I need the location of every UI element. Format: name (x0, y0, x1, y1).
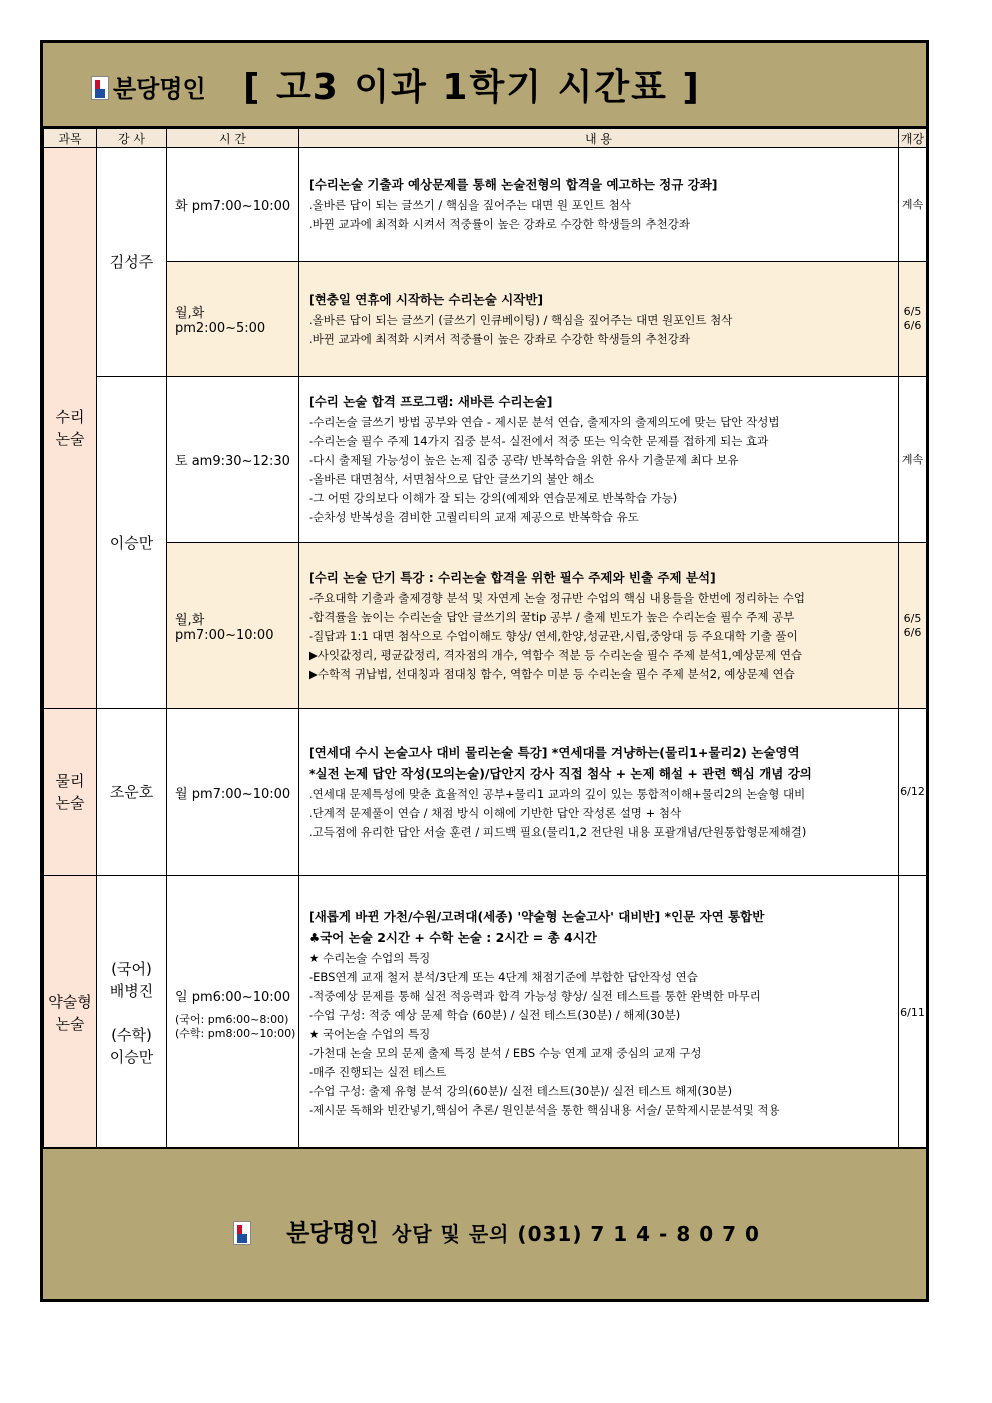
table-row (44, 262, 927, 377)
schedule-table (43, 128, 927, 1151)
academy-logo-icon (91, 76, 109, 100)
footer-brand: 분당명인 (286, 1219, 379, 1247)
class-line: ★ 국어논술 수업의 특징 (309, 1026, 431, 1041)
opening-cell (899, 262, 927, 377)
class-line: ★ 수리논술 수업의 특징 (309, 950, 431, 965)
class-line: -제시문 독해와 빈칸넣기,핵심어 추론/ 원인분석을 통한 핵심내용 서술/ 문학제시문분석및 적용 (309, 1102, 780, 1117)
class-line: -수리논술 필수 주제 14가지 집중 분석- 실전에서 적중 또는 익숙한 문제를 접하게 되는 효과 (309, 434, 769, 448)
academy-logo-icon (233, 1221, 251, 1245)
class-line: -순차성 반복성을 겸비한 고퀄리티의 교재 제공으로 반복학습 유도 (309, 510, 639, 524)
class-line: -합격률을 높이는 수리논술 답안 글쓰기의 꿀tip 공부 / 출제 빈도가 높은 수리논술 필수 주제 공부 (309, 609, 795, 624)
class-line: .올바른 답이 되는 글쓰기 (글쓰기 인큐베이팅) / 핵심을 짚어주는 대면 원포인트 첨삭 (309, 312, 733, 327)
content-cell (299, 709, 899, 876)
time-cell: 월 pm7:00~10:00 (167, 709, 299, 876)
teacher-name: 김성주 (109, 253, 154, 271)
opening-cell: 계속 (899, 148, 927, 262)
subject-cell (44, 876, 97, 1151)
teacher-cell (97, 709, 167, 876)
time-cell: 월,화pm7:00~10:00 (167, 543, 299, 709)
column-header-opening: 개강 (899, 129, 927, 148)
content-cell (299, 543, 899, 709)
header-banner (43, 43, 926, 128)
content-cell (299, 876, 899, 1151)
class-line: .바뀐 교과에 최적화 시켜서 적중률이 높은 강좌로 수강한 학생들의 추천강좌 (309, 217, 690, 231)
class-line: .바뀐 교과에 최적화 시켜서 적중률이 높은 강좌로 수강한 학생들의 추천강좌 (309, 331, 690, 346)
class-line: -수리논술 글쓰기 방법 공부와 연습 - 제시문 분석 연습, 출제자의 출제의도에 맞는 답안 작성법 (309, 415, 780, 429)
table-row (44, 377, 927, 543)
content-cell (299, 377, 899, 543)
time-cell: 화 pm7:00~10:00 (167, 148, 299, 262)
column-header-subject: 과목 (44, 129, 97, 148)
subject-label: 물리 논술 (55, 772, 85, 812)
class-subheading: ♣국어 논술 2시간 + 수학 논술 : 2시간 = 총 4시간 (309, 929, 597, 945)
class-line: -다시 출제될 가능성이 높은 논제 집중 공략/ 반복학습을 위한 유사 기출문제 최다 보유 (309, 453, 739, 467)
table-row (44, 148, 927, 262)
class-line: -그 어떤 강의보다 이해가 잘 되는 강의(예제와 연습문제로 반복학습 가능) (309, 491, 678, 505)
class-line: -EBS연계 교재 철저 분석/3단계 또는 4단계 채점기준에 부합한 답안작성 연습 (309, 969, 698, 984)
column-header-content: 내 용 (299, 129, 899, 148)
class-line: .올바른 답이 되는 글쓰기 / 핵심을 짚어주는 대면 원 포인트 첨삭 (309, 198, 631, 212)
class-subheading: *실전 논제 답안 작성(모의논술)/답안지 강사 직접 첨삭 + 논제 해설 + 관련 핵심 개념 강의 (309, 765, 812, 781)
class-line: -수업 구성: 적중 예상 문제 학습 (60분) / 실전 테스트(30분) / 해제(30분) (309, 1007, 681, 1022)
table-row (44, 543, 927, 709)
teacher-cell (97, 876, 167, 1151)
table-row (44, 709, 927, 876)
class-heading: [수리논술 기출과 예상문제를 통해 논술전형의 합격을 예고하는 정규 강좌] (309, 177, 718, 192)
subject-label: 수리 논술 (55, 408, 85, 448)
teacher-name: 조운호 (109, 783, 154, 801)
subject-label: 약술형 논술 (48, 993, 92, 1033)
time-cell: 토 am9:30~12:30 (167, 377, 299, 543)
time-detail: (국어: pm6:00~8:00) (수학: pm8:00~10:00) (175, 1012, 296, 1040)
class-line: -적중예상 문제를 통해 실전 적응력과 합격 가능성 향상/ 실전 테스트를 통한 완벽한 마무리 (309, 988, 761, 1003)
time-main: 일 pm6:00~10:00 (175, 989, 291, 1005)
class-heading: [연세대 수시 논술고사 대비 물리논술 특강] *연세대를 겨냥하는(물리1+물리2) 논술영역 (309, 744, 800, 760)
class-heading: [현충일 연휴에 시작하는 수리논술 시작반] (309, 291, 544, 307)
column-header-time: 시 간 (167, 129, 299, 148)
opening-cell (899, 543, 927, 709)
class-line: -주요대학 기출과 출제경향 분석 및 자연계 논술 정규반 수업의 핵심 내용들을 한번에 정리하는 수업 (309, 590, 806, 605)
footer-banner (43, 1147, 926, 1299)
class-line: -질답과 1:1 대면 첨삭으로 수업이해도 향상/ 연세,한양,성균관,시립,중앙대 등 주요대학 기출 풀이 (309, 628, 798, 643)
class-line: -올바른 대면첨삭, 서면첨삭으로 답안 글쓰기의 불안 해소 (309, 472, 595, 486)
class-line: .고득점에 유리한 답안 서술 훈련 / 피드백 필요(물리1,2 전단원 내용 포괄개념/단원통합형문제해결) (309, 824, 807, 839)
class-heading: [새롭게 바뀐 가천/수원/고려대(세종) '약술형 논술고사' 대비반] *인문 자연 통합반 (309, 908, 765, 924)
page-title: [ 고3 이과 1학기 시간표 ] (243, 67, 701, 108)
subject-cell (44, 148, 97, 709)
class-line: -수업 구성: 출제 유형 분석 강의(60분)/ 실전 테스트(30분)/ 실전 테스트 해제(30분) (309, 1083, 733, 1098)
class-heading: [수리 논술 단기 특강 : 수리논술 합격을 위한 필수 주제와 빈출 주제 분석] (309, 569, 716, 585)
opening-cell: 계속 (899, 377, 927, 543)
class-line: .단계적 문제풀이 연습 / 채점 방식 이해에 기반한 답안 작성론 설명 + 첨삭 (309, 805, 682, 820)
opening-date: 6/5 6/6 (903, 611, 922, 639)
class-line: ▶수학적 귀납법, 선대칭과 점대칭 함수, 역함수 미분 등 수리논술 필수 주제 분석2, 예상문제 연습 (309, 666, 795, 681)
header-brand: 분당명인 (113, 75, 206, 103)
class-line: ▶사잇값정리, 평균값정리, 격자점의 개수, 역함수 적분 등 수리논술 필수 주제 분석1,예상문제 연습 (309, 647, 803, 662)
teacher-cell (97, 148, 167, 377)
class-line: -매주 진행되는 실전 테스트 (309, 1064, 447, 1079)
class-line: .연세대 문제특성에 맞춘 효율적인 공부+물리1 교과의 깊이 있는 통합적이해+물리2의 논술형 대비 (309, 786, 806, 801)
table-header-row (44, 129, 927, 148)
content-cell (299, 262, 899, 377)
content-cell (299, 148, 899, 262)
footer-contact-block (233, 1213, 760, 1248)
teacher-name: (국어) 배병진 (수학) 이승만 (109, 960, 154, 1066)
teacher-cell (97, 377, 167, 709)
opening-date: 6/5 6/6 (903, 305, 922, 332)
opening-cell: 6/12 (899, 709, 927, 876)
footer-contact: 상담 및 문의 (031) 7 1 4 - 8 0 7 0 (391, 1222, 760, 1246)
teacher-name: 이승만 (109, 533, 154, 552)
class-heading: [수리 논술 합격 프로그램: 새바른 수리논술] (309, 394, 553, 409)
class-line: -가천대 논술 모의 문제 출제 특징 분석 / EBS 수능 연계 교재 중심의 교재 구성 (309, 1045, 702, 1060)
table-row (44, 876, 927, 1151)
subject-cell (44, 709, 97, 876)
time-cell (167, 876, 299, 1151)
column-header-teacher: 강 사 (97, 129, 167, 148)
opening-cell: 6/11 (899, 876, 927, 1151)
timetable-sheet (40, 40, 929, 1302)
time-cell: 월,화 pm2:00~5:00 (167, 262, 299, 377)
